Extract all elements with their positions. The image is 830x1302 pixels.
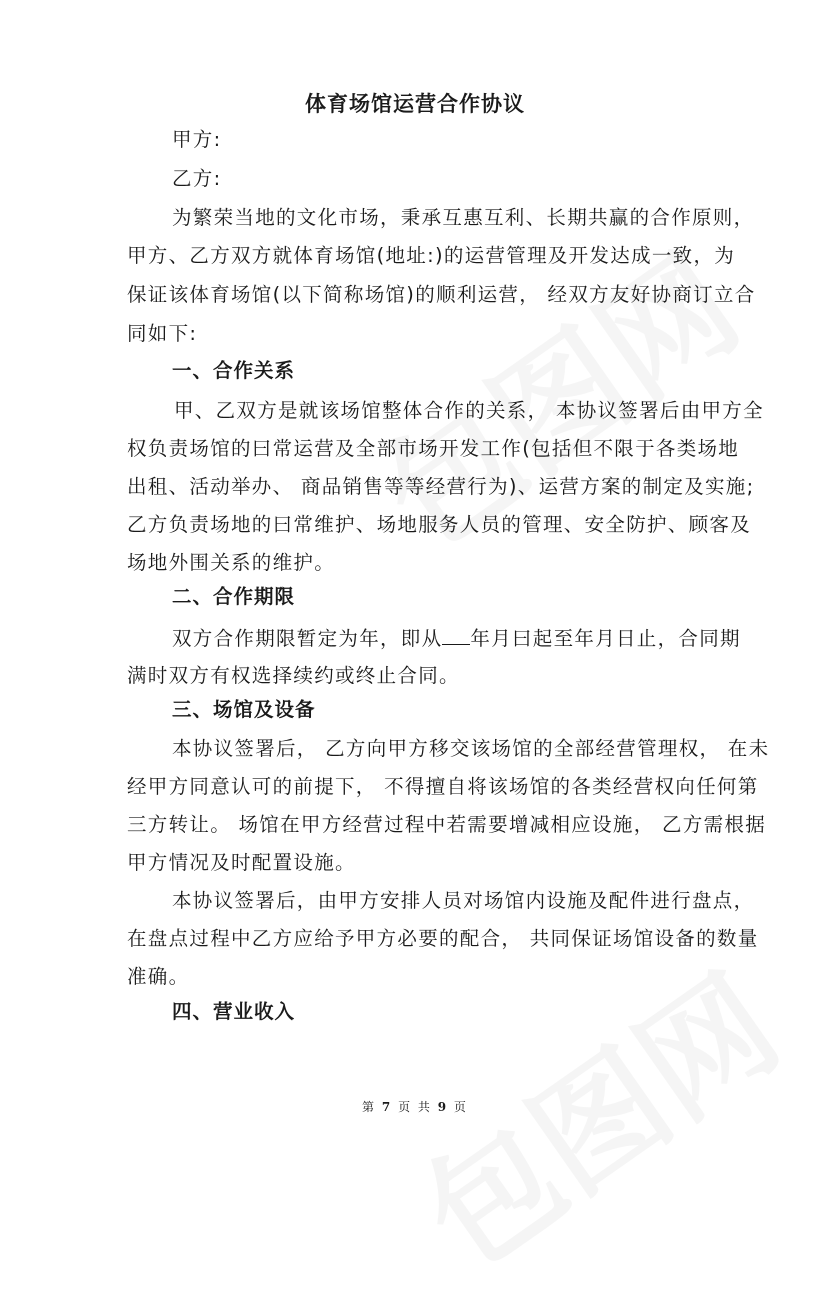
section-heading: 四、营业收入	[172, 1000, 296, 1023]
intro-line: 同如下:	[127, 322, 198, 345]
footer-middle: 页 共	[398, 1100, 432, 1114]
section-line	[172, 626, 741, 651]
fill-in-blank	[442, 626, 470, 645]
section-line: 场地外围关系的维护。	[127, 551, 336, 574]
section-line: 准确。	[127, 965, 190, 988]
section-line: 在盘点过程中乙方应给予甲方必要的配合， 共同保证场馆设备的数量	[127, 927, 759, 950]
party-a-label: 甲方:	[172, 128, 222, 151]
section-heading: 二、合作期限	[172, 585, 296, 608]
section-line: 本协议签署后， 乙方向甲方移交该场馆的全部经营管理权， 在未	[172, 737, 770, 760]
section-heading: 一、合作关系	[172, 359, 296, 382]
section-line: 经甲方同意认可的前提下， 不得擅自将该场馆的各类经营权向任何第	[127, 775, 759, 798]
intro-line: 甲方、乙方双方就体育场馆(地址:)的运营管理及开发达成一致，为	[127, 244, 736, 267]
term-text-before: 双方合作期限暂定为年，即从	[172, 627, 443, 650]
section-line: 甲、乙双方是就该场馆整体合作的关系， 本协议签署后由甲方全	[174, 399, 764, 422]
term-text-after: 年月曰起至年月日止，合同期	[470, 627, 741, 650]
page-footer	[0, 1098, 830, 1115]
section-line: 权负责场馆的曰常运营及全部市场开发工作(包括但不限于各类场地	[127, 437, 740, 460]
party-b-label: 乙方:	[172, 167, 222, 190]
footer-suffix: 页	[453, 1100, 468, 1114]
current-page-number: 7	[381, 1100, 393, 1114]
section-line: 甲方情况及时配置设施。	[127, 851, 356, 874]
section-line: 乙方负责场地的曰常维护、场地服务人员的管理、安全防护、顾客及	[127, 513, 752, 536]
intro-line: 保证该体育场馆(以下简称场馆)的顺利运营， 经双方友好协商订立合	[127, 283, 756, 306]
total-page-count: 9	[437, 1100, 449, 1114]
section-heading: 三、场馆及设备	[172, 698, 316, 721]
section-line: 出租、活动举办、 商品销售等等经营行为)、运营方案的制定及实施;	[127, 475, 755, 498]
section-line: 本协议签署后，由甲方安排人员对场馆内设施及配件进行盘点，	[172, 889, 755, 912]
intro-line: 为繁荣当地的文化市场，秉承互惠互利、长期共赢的合作原则，	[172, 206, 755, 229]
footer-prefix: 第	[362, 1100, 377, 1114]
section-line: 满时双方有权选择续约或终止合同。	[127, 664, 460, 687]
document-title: 体育场馆运营合作协议	[305, 92, 525, 116]
section-line: 三方转让。 场馆在甲方经营过程中若需要增减相应设施， 乙方需根据	[127, 813, 766, 836]
